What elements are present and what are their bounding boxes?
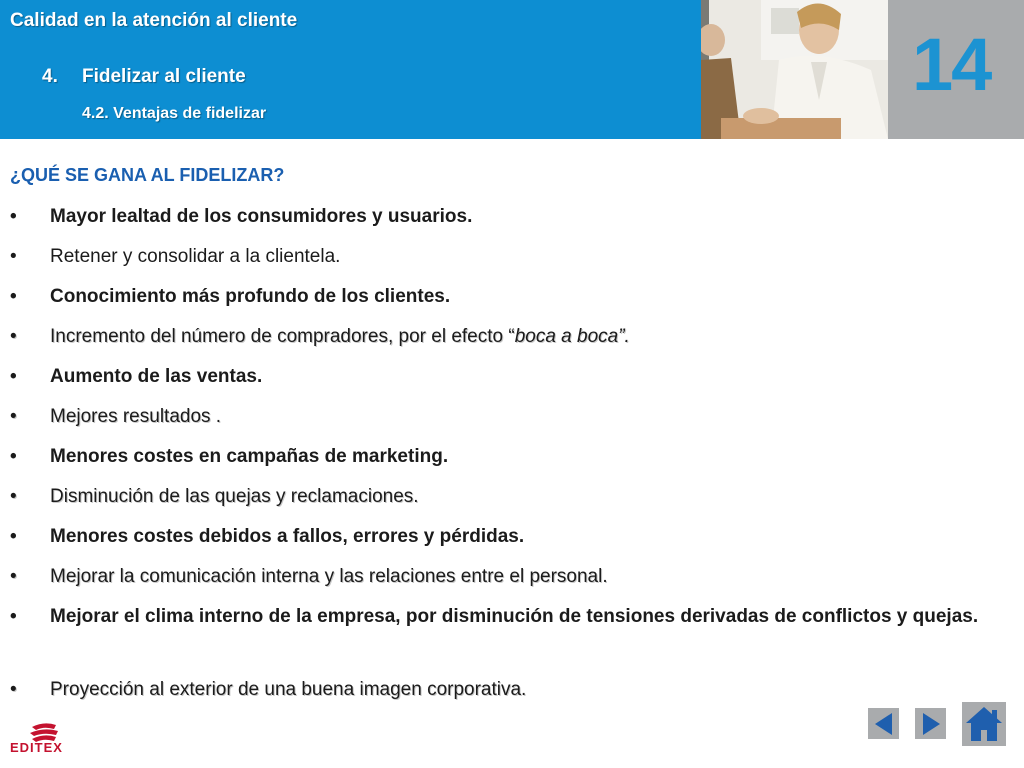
bullet-icon: •: [10, 446, 17, 467]
list-item: [10, 240, 1000, 280]
bullet-icon: •: [10, 366, 17, 387]
bullet-icon: •: [10, 206, 17, 227]
list-item: [10, 560, 1000, 600]
course-title: Calidad en la atención al cliente: [10, 10, 298, 31]
logo-text: EDITEX: [10, 740, 63, 755]
list-item: [10, 520, 1000, 560]
previous-button[interactable]: [868, 708, 899, 739]
list-item-text: Retener y consolidar a la clientela.: [50, 246, 341, 267]
bullet-icon: •: [10, 406, 17, 427]
bullet-icon: •: [10, 679, 17, 700]
unit-number: 4.: [42, 66, 58, 87]
bullet-icon: •: [10, 566, 17, 587]
list-item-text: Menores costes debidos a fallos, errores y pérdidas.: [50, 526, 525, 547]
list-item: [10, 673, 1000, 713]
home-button[interactable]: [962, 702, 1006, 746]
office-people-image: [701, 0, 888, 139]
list-item-text: Mejorar el clima interno de la empresa, por disminución de tensiones derivadas de conflictos y quejas.: [50, 606, 979, 627]
list-item: [10, 480, 1000, 520]
list-item: [10, 360, 1000, 400]
section-title: 4.2. Ventajas de fidelizar: [82, 105, 267, 122]
advantages-list: [10, 200, 1000, 713]
list-item-text: Proyección al exterior de una buena imagen corporativa.: [50, 679, 527, 700]
list-item: [10, 320, 1000, 360]
bullet-icon: •: [10, 486, 17, 507]
list-item-text: Mejores resultados .: [50, 406, 222, 427]
list-item: [10, 440, 1000, 480]
question-heading: ¿QUÉ SE GANA AL FIDELIZAR?: [10, 165, 285, 185]
list-item-text: Incremento del número de compradores, por el efecto “: [50, 326, 515, 347]
bullet-icon: •: [10, 246, 17, 267]
list-item-text: Conocimiento más profundo de los clientes.: [50, 286, 451, 307]
list-item-text: Disminución de las quejas y reclamaciones.: [50, 486, 419, 507]
unit-title: [42, 66, 246, 88]
list-item: [10, 280, 1000, 320]
chapter-number: 14: [912, 23, 991, 106]
header-photo: [701, 0, 888, 139]
list-item-text: Mayor lealtad de los consumidores y usuarios.: [50, 206, 473, 227]
bullet-icon: •: [10, 286, 17, 307]
list-item-text: Menores costes en campañas de marketing.: [50, 446, 449, 467]
bullet-icon: •: [10, 326, 17, 347]
list-item-text: Mejorar la comunicación interna y las relaciones entre el personal.: [50, 566, 608, 587]
list-item-italic-text: boca a boca”.: [514, 326, 630, 347]
list-item: [10, 600, 1000, 673]
triangle-left-icon: [874, 712, 894, 736]
list-item: [10, 400, 1000, 440]
unit-title-text: Fidelizar al cliente: [82, 66, 246, 87]
bullet-icon: •: [10, 606, 17, 627]
bullet-icon: •: [10, 526, 17, 547]
house-icon: [965, 706, 1003, 742]
triangle-right-icon: [921, 712, 941, 736]
list-item-text: Aumento de las ventas.: [50, 366, 263, 387]
next-button[interactable]: [915, 708, 946, 739]
list-item: [10, 200, 1000, 240]
